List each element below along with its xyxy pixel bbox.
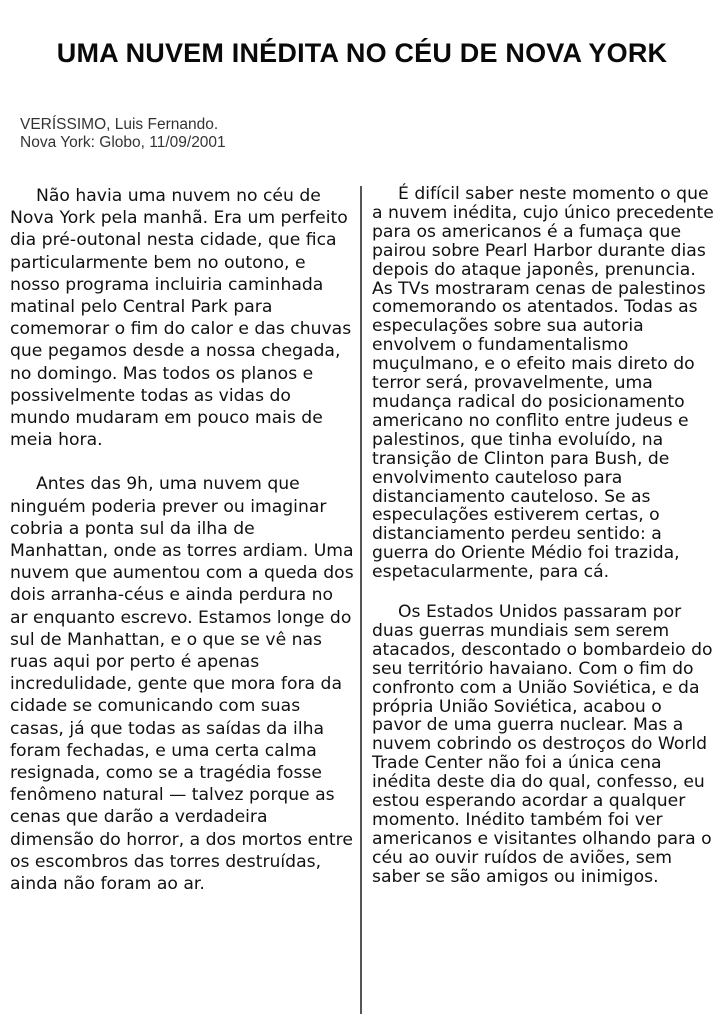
right-column	[372, 185, 716, 908]
citation	[20, 116, 226, 152]
right-paragraph-2: Os Estados Unidos passaram por duas guerras mundiais sem serem atacados, descontado o bombardeio do seu território havaiano. Com o fim do confronto com a União Soviética, e da própria União Soviética, acabou o pavor de uma guerra nuclear. Mas a nuvem cobrindo os destroços do World Trade Center não foi a única cena inédita deste dia do qual, confesso, eu estou esperando acordar a qualquer momento. Inédito também foi ver americanos e visitantes olhando para o céu ao ouvir ruídos de aviões, sem saber se são amigos ou inimigos.	[372, 602, 713, 887]
left-paragraph-2: Antes das 9h, uma nuvem que ninguém poderia prever ou imaginar cobria a ponta sul da ilha de Manhattan, onde as torres ardiam. Uma nuvem que aumentou com a queda dos dois arranha-céus e ainda perdura no ar enquanto escrevo. Estamos longe do sul de Manhattan, e o que se vê nas ruas aqui por perto é apenas incredulidade, gente que mora fora da cidade se comunicando com suas casas, já que todas as saídas da ilha foram fechadas, e uma certa calma resignada, como se a tragédia fosse fenômeno natural — talvez porque as cenas que darão a verdadeira dimensão do horror, a dos mortos entre os escombros das torres destruídas, ainda não foram ao ar.	[10, 474, 354, 895]
citation-author: VERÍSSIMO, Luis Fernando.	[20, 116, 219, 133]
citation-source: Nova York: Globo, 11/09/2001	[20, 134, 226, 151]
right-paragraph-1: É difícil saber neste momento o que a nuvem inédita, cujo único precedente para os americanos é a fumaça que pairou sobre Pearl Harbor durante dias depois do ataque japonês, prenuncia. As TVs mostraram cenas de palestinos comemorando os atentados. Todas as especulações sobre sua autoria envolvem o fundamentalismo muçulmano, e o efeito mais direto do terror será, provavelmente, uma mudança radical do posicionamento americano no conflito entre judeus e palestinos, que tinha evoluído, na transição de Clinton para Bush, de envolvimento cauteloso para distanciamento cauteloso. Se as especulações estiverem certas, o distanciamento perdeu sentido: a guerra do Oriente Médio foi trazida, espetacularmente, para cá.	[372, 184, 714, 583]
left-column	[10, 185, 354, 917]
column-divider	[360, 186, 362, 1014]
left-paragraph-1: Não havia uma nuvem no céu de Nova York pela manhã. Era um perfeito dia pré-outonal nesta cidade, que fica particularmente bem no outono, e nosso programa incluiria caminhada matinal pelo Central Park para comemorar o fim do calor e das chuvas que pegamos desde a nossa chegada, no domingo. Mas todos os planos e possivelmente todas as vidas do mundo mudaram em pouco mais de meia hora.	[10, 186, 352, 451]
page-title: UMA NUVEM INÉDITA NO CÉU DE NOVA YORK	[56, 38, 668, 68]
